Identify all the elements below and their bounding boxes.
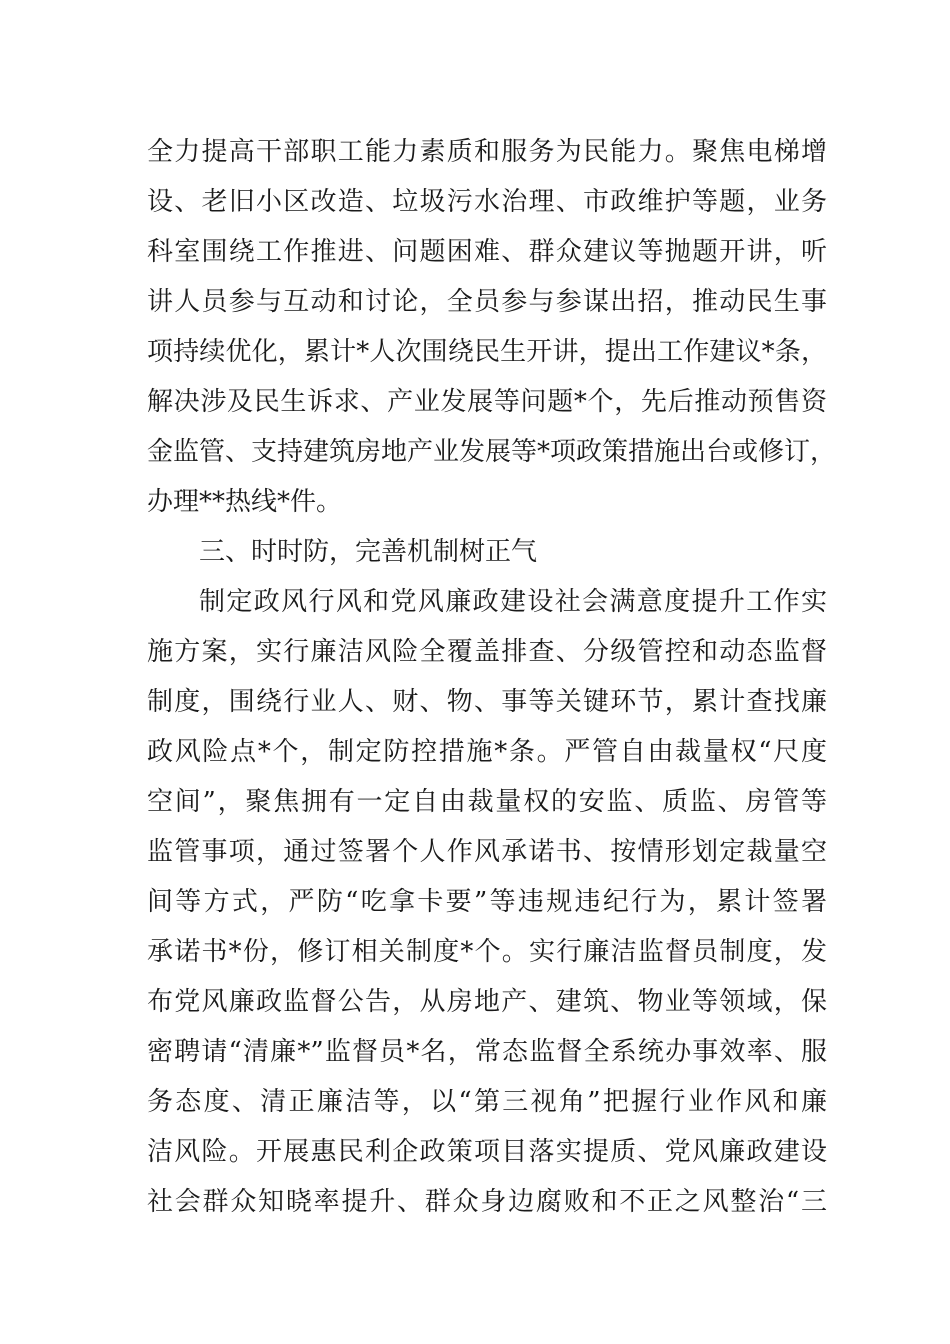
body-text-line: 制度，围绕行业人、财、物、事等关键环节，累计查找廉 <box>147 687 827 717</box>
body-text-line: 间等方式，严防“吃拿卡要”等违规违纪行为，累计签署 <box>147 887 827 917</box>
body-text-line: 政风险点*个，制定防控措施*条。严管自由裁量权“尺度 <box>147 737 827 767</box>
body-text-line: 项持续优化，累计*人次围绕民生开讲，提出工作建议*条， <box>147 337 827 367</box>
body-text-line: 制定政风行风和党风廉政建设社会满意度提升工作实 <box>199 587 827 617</box>
body-text-line: 密聘请“清廉*”监督员*名，常态监督全系统办事效率、服 <box>147 1037 827 1067</box>
body-text-line: 解决涉及民生诉求、产业发展等问题*个，先后推动预售资 <box>147 387 827 417</box>
body-text-line: 承诺书*份，修订相关制度*个。实行廉洁监督员制度，发 <box>147 937 827 967</box>
body-text-line: 讲人员参与互动和讨论，全员参与参谋出招，推动民生事 <box>147 287 827 317</box>
body-text-line: 施方案，实行廉洁风险全覆盖排查、分级管控和动态监督 <box>147 637 827 667</box>
body-text-line: 全力提高干部职工能力素质和服务为民能力。聚焦电梯增 <box>147 137 827 167</box>
body-text-line: 办理**热线*件。 <box>147 487 343 517</box>
section-heading: 三、时时防，完善机制树正气 <box>199 537 538 567</box>
body-text-line: 空间”，聚焦拥有一定自由裁量权的安监、质监、房管等 <box>147 787 827 817</box>
body-text-line: 社会群众知晓率提升、群众身边腐败和不正之风整治“三 <box>147 1187 827 1217</box>
body-text-line: 务态度、清正廉洁等，以“第三视角”把握行业作风和廉 <box>147 1087 827 1117</box>
body-text-line: 设、老旧小区改造、垃圾污水治理、市政维护等题，业务 <box>147 187 827 217</box>
body-text-line: 布党风廉政监督公告，从房地产、建筑、物业等领域，保 <box>147 987 827 1017</box>
body-text-line: 金监管、支持建筑房地产业发展等*项政策措施出台或修订， <box>147 437 837 467</box>
body-text-line: 监管事项，通过签署个人作风承诺书、按情形划定裁量空 <box>147 837 827 867</box>
body-text-line: 洁风险。开展惠民利企政策项目落实提质、党风廉政建设 <box>147 1137 827 1167</box>
body-text-line: 科室围绕工作推进、问题困难、群众建议等抛题开讲，听 <box>147 237 827 267</box>
